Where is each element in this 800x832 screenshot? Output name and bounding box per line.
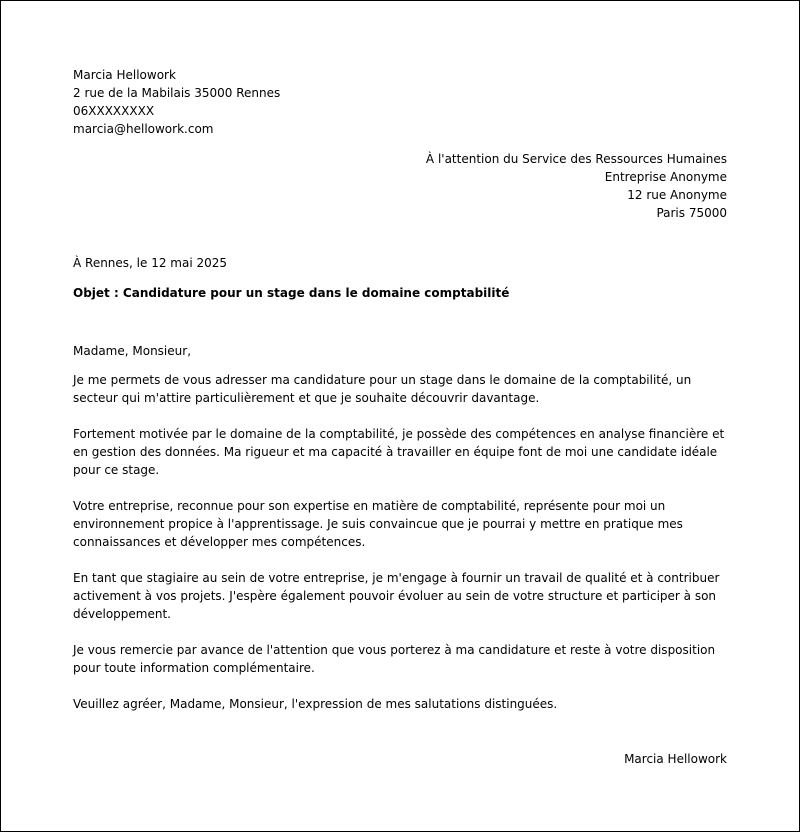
recipient-street: 12 rue Anonyme (627, 188, 727, 202)
recipient-company: Entreprise Anonyme (604, 170, 727, 184)
recipient-block (426, 150, 727, 222)
body-paragraph: En tant que stagiaire au sein de votre entreprise, je m'engage à fournir un travail de qualité et à contribuer activement à vos projets. J'espère également pouvoir évoluer au sein de votre structure et participer à son développement. (73, 571, 720, 621)
sender-name: Marcia Hellowork (73, 68, 176, 82)
body-paragraph: Votre entreprise, reconnue pour son expertise en matière de comptabilité, représente pour moi un environnement propice à l'apprentissage. Je suis convaincue que je pourrai y mettre en pratique mes connaissances et développer mes compétences. (73, 499, 683, 549)
letter-greeting: Madame, Monsieur, (73, 344, 192, 358)
sender-phone: 06XXXXXXXX (73, 104, 155, 118)
sender-email: marcia@hellowork.com (73, 122, 214, 136)
body-paragraph: Je vous remercie par avance de l'attention que vous porterez à ma candidature et reste à votre disposition pour toute information complémentaire. (73, 643, 716, 675)
letter-signature: Marcia Hellowork (624, 752, 727, 766)
letter-date: À Rennes, le 12 mai 2025 (73, 256, 228, 270)
letter-body (73, 342, 729, 731)
sender-block (73, 66, 280, 138)
recipient-attention: À l'attention du Service des Ressources Humaines (425, 152, 727, 166)
sender-address: 2 rue de la Mabilais 35000 Rennes (73, 86, 281, 100)
body-paragraph: Fortement motivée par le domaine de la comptabilité, je possède des compétences en analyse financière et en gestion des données. Ma rigueur et ma capacité à travailler en équipe font de moi une candidate idéale pour ce stage. (73, 427, 725, 477)
recipient-city: Paris 75000 (656, 206, 727, 220)
letter-subject: Objet : Candidature pour un stage dans le domaine comptabilité (73, 286, 510, 300)
closing-paragraph: Veuillez agréer, Madame, Monsieur, l'expression de mes salutations distinguées. (73, 697, 558, 711)
body-paragraph: Je me permets de vous adresser ma candidature pour un stage dans le domaine de la comptabilité, un secteur qui m'attire particulièrement et que je souhaite découvrir davantage. (73, 373, 692, 405)
